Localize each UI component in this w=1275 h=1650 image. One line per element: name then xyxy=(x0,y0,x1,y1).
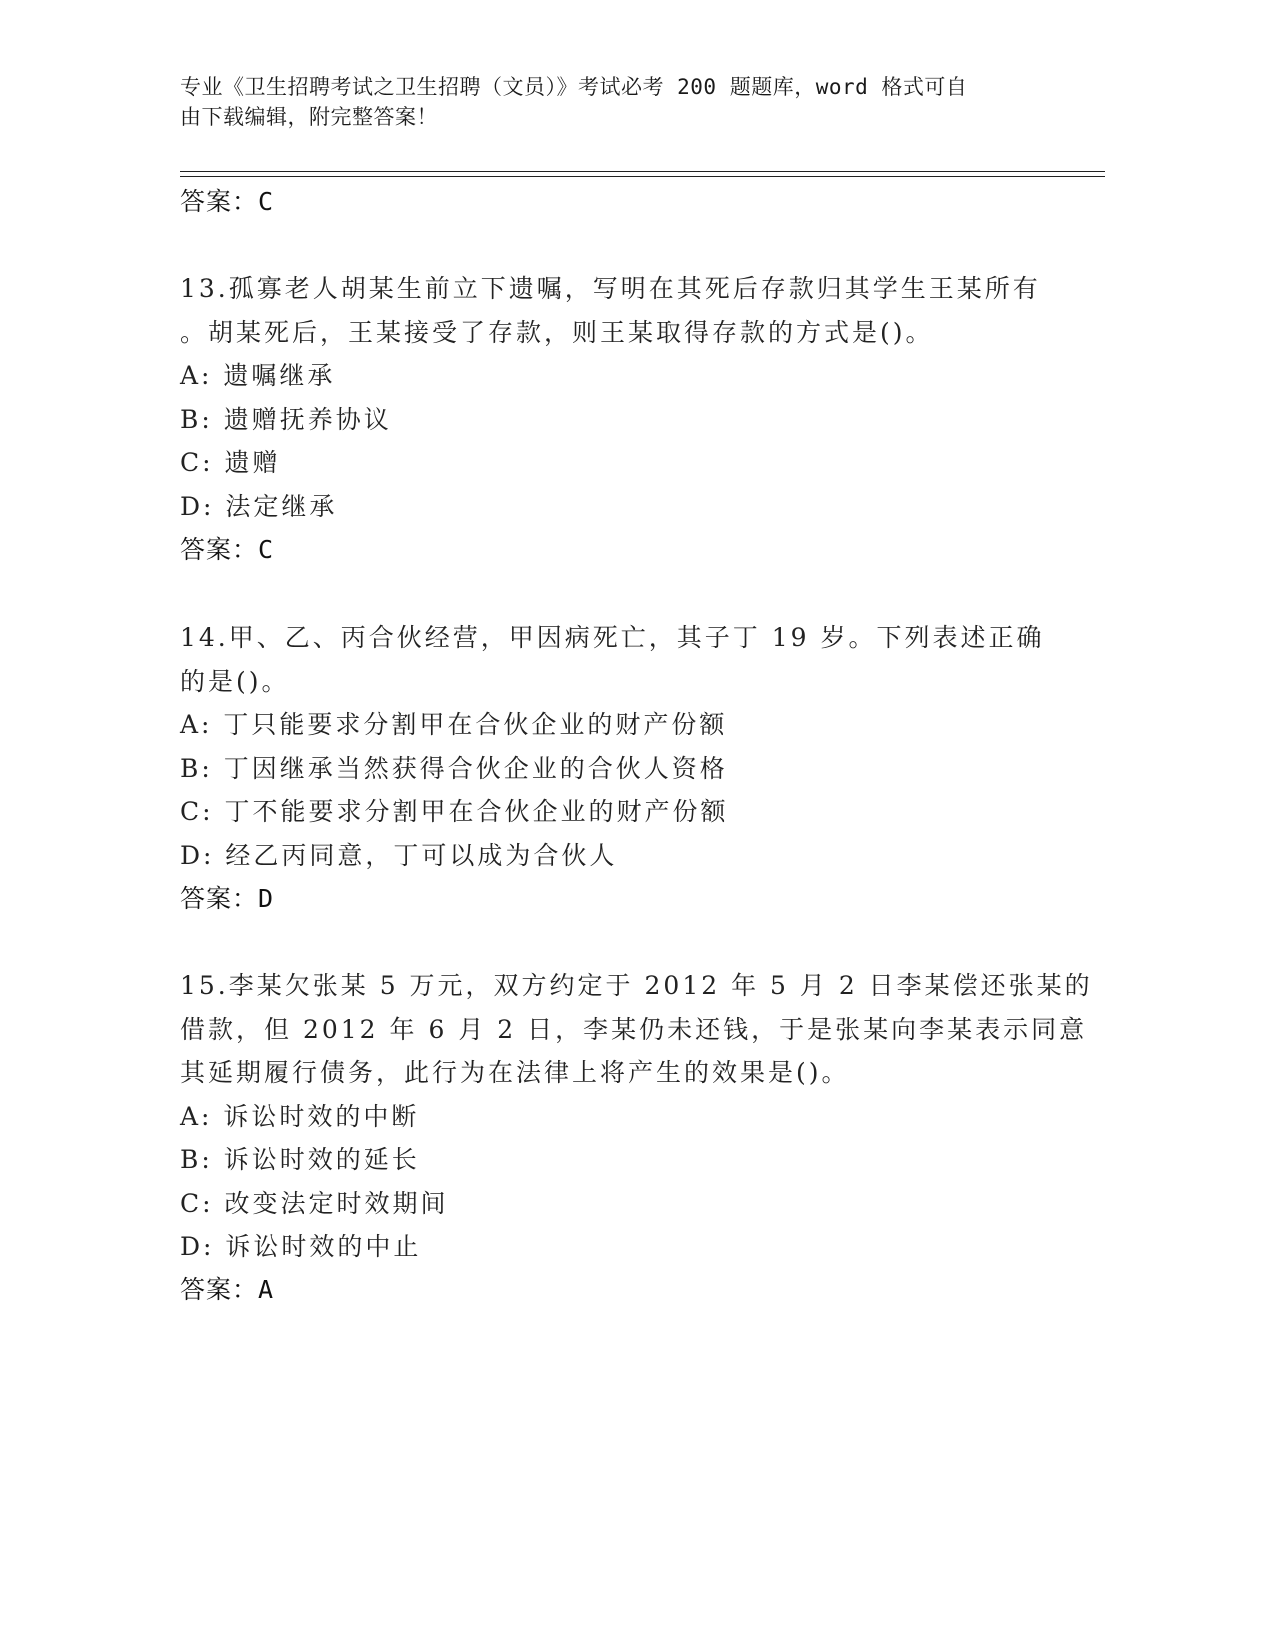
header-line-1: 专业《卫生招聘考试之卫生招聘（文员）》考试必考 200 题题库，word 格式可自 xyxy=(180,75,968,99)
question-text-line: 。胡某死后，王某接受了存款，则王某取得存款的方式是()。 xyxy=(180,317,934,347)
header-rule-bottom xyxy=(180,176,1105,177)
answer-line-13 xyxy=(180,535,274,565)
option-d: D: 经乙丙同意，丁可以成为合伙人 xyxy=(180,840,618,870)
question-text-line: 其延期履行债务，此行为在法律上将产生的效果是()。 xyxy=(180,1058,850,1087)
answer-prefix: 答案： xyxy=(180,535,259,564)
question-13 xyxy=(180,267,1041,528)
question-text-line: 14.甲、乙、丙合伙经营，甲因病死亡，其子丁 19 岁。下列表述正确 xyxy=(180,623,1045,652)
answer-prefix: 答案： xyxy=(180,187,259,216)
question-15 xyxy=(180,964,1093,1269)
option-c: C: 改变法定时效期间 xyxy=(180,1188,449,1218)
answer-line-15 xyxy=(180,1275,274,1305)
question-text-line: 的是()。 xyxy=(180,666,290,696)
question-text-line: 借款，但 2012 年 6 月 2 日，李某仍未还钱，于是张某向李某表示同意 xyxy=(180,1014,1088,1044)
option-d: D: 法定继承 xyxy=(180,491,338,521)
answer-line-14 xyxy=(180,884,274,914)
option-b: B: 诉讼时效的延长 xyxy=(180,1145,420,1174)
option-a: A: 遗嘱继承 xyxy=(180,361,336,390)
header-rule-top xyxy=(180,171,1105,172)
option-b: B: 遗赠抚养协议 xyxy=(180,404,392,434)
header-line-2: 由下载编辑，附完整答案！ xyxy=(180,105,438,129)
answer-prefix: 答案： xyxy=(180,1275,259,1304)
question-14 xyxy=(180,616,1045,877)
option-a: A: 丁只能要求分割甲在合伙企业的财产份额 xyxy=(180,710,728,739)
option-b: B: 丁因继承当然获得合伙企业的合伙人资格 xyxy=(180,753,728,783)
answer-value: C xyxy=(258,535,275,564)
question-text-line: 15.李某欠张某 5 万元，双方约定于 2012 年 5 月 2 日李某偿还张某的 xyxy=(180,971,1093,1000)
answer-prefix: 答案： xyxy=(180,884,259,913)
answer-value: A xyxy=(258,1275,275,1304)
option-c: C: 遗赠 xyxy=(180,448,281,477)
question-text-line: 13.孤寡老人胡某生前立下遗嘱，写明在其死后存款归其学生王某所有 xyxy=(180,274,1041,303)
answer-value: C xyxy=(258,187,275,216)
document-header xyxy=(180,72,1030,132)
answer-value: D xyxy=(258,884,275,913)
option-a: A: 诉讼时效的中断 xyxy=(180,1101,420,1131)
answer-line-12 xyxy=(180,187,274,217)
option-c: C: 丁不能要求分割甲在合伙企业的财产份额 xyxy=(180,797,729,826)
option-d: D: 诉讼时效的中止 xyxy=(180,1232,422,1261)
